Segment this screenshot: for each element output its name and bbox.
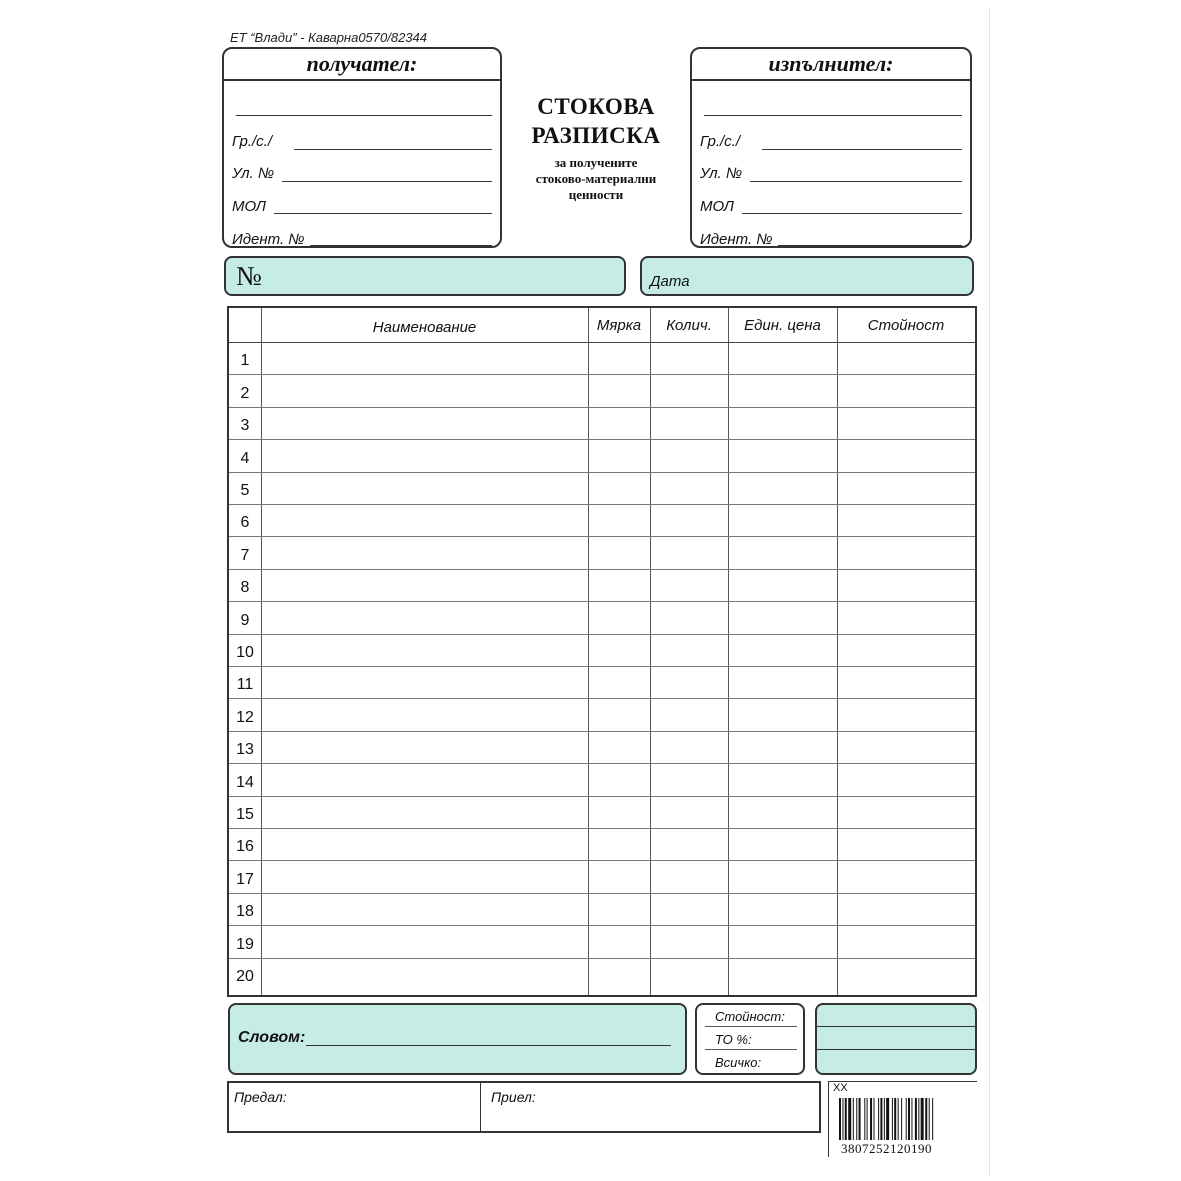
row-line bbox=[229, 472, 975, 473]
row-number: 11 bbox=[236, 676, 254, 694]
row-number: 14 bbox=[236, 773, 254, 791]
row-number: 18 bbox=[236, 903, 254, 921]
totals-values-box[interactable] bbox=[815, 1003, 977, 1075]
recipient-line-1[interactable] bbox=[236, 115, 492, 116]
col-header-unit: Мярка bbox=[596, 317, 642, 334]
recipient-box bbox=[222, 47, 502, 248]
in-words-label: Словом: bbox=[238, 1029, 306, 1046]
signatures-box bbox=[227, 1081, 821, 1133]
recipient-city-label: Гр./с./ bbox=[232, 133, 273, 150]
row-line bbox=[229, 601, 975, 602]
publisher-line: ЕТ “Влади” - Каварна0570/82344 bbox=[230, 30, 427, 45]
barcode-bar bbox=[906, 1098, 907, 1140]
row-line bbox=[229, 634, 975, 635]
row-number: 20 bbox=[236, 968, 254, 985]
barcode-bar bbox=[925, 1098, 927, 1140]
recipient-mol-label: МОЛ bbox=[232, 198, 266, 215]
recipient-street-label: Ул. № bbox=[232, 165, 275, 182]
row-line bbox=[229, 828, 975, 829]
barcode-bar bbox=[892, 1098, 893, 1140]
barcode-bar bbox=[918, 1098, 919, 1140]
barcode-bar bbox=[898, 1098, 899, 1140]
totals-line-2 bbox=[705, 1049, 797, 1050]
document-subtitle-line-2: стоково-материални bbox=[535, 171, 657, 186]
barcode-bar bbox=[878, 1098, 879, 1140]
row-number: 6 bbox=[240, 514, 250, 532]
barcode-bar bbox=[859, 1098, 861, 1140]
col-header-name: Наименование bbox=[372, 319, 477, 336]
contractor-mol-line[interactable] bbox=[742, 213, 962, 214]
col-header-qty: Колич. bbox=[666, 317, 712, 334]
recipient-id-label: Идент. № bbox=[232, 231, 305, 248]
barcode-image bbox=[839, 1098, 971, 1140]
row-number: 3 bbox=[240, 417, 250, 435]
totals-line-1 bbox=[705, 1026, 797, 1027]
handed-label: Предал: bbox=[234, 1089, 287, 1105]
contractor-title: изпълнител: bbox=[692, 49, 970, 81]
barcode-number: 3807252120190 bbox=[841, 1141, 932, 1156]
barcode-bar bbox=[839, 1098, 841, 1140]
row-line bbox=[229, 796, 975, 797]
recipient-mol-line[interactable] bbox=[274, 213, 492, 214]
row-number: 7 bbox=[240, 546, 250, 564]
col-header-value: Стойност bbox=[867, 317, 945, 334]
contractor-city-line[interactable] bbox=[762, 149, 962, 150]
contractor-street-label: Ул. № bbox=[700, 165, 743, 182]
contractor-street-line[interactable] bbox=[750, 181, 962, 182]
row-line bbox=[229, 504, 975, 505]
in-words-line[interactable] bbox=[306, 1045, 671, 1046]
row-line bbox=[229, 925, 975, 926]
totals-value-label: Стойност: bbox=[715, 1009, 785, 1024]
row-line bbox=[229, 893, 975, 894]
row-line bbox=[229, 958, 975, 959]
barcode-bar bbox=[908, 1098, 910, 1140]
totals-total-label: Всичко: bbox=[715, 1055, 762, 1070]
row-line bbox=[229, 763, 975, 764]
totals-labels-box bbox=[695, 1003, 805, 1075]
contractor-mol-label: МОЛ bbox=[700, 198, 734, 215]
barcode-bar bbox=[884, 1098, 885, 1140]
row-line bbox=[229, 698, 975, 699]
barcode-bar bbox=[880, 1098, 882, 1140]
document-subtitle-line-1: за получените bbox=[554, 155, 638, 170]
row-line bbox=[229, 374, 975, 375]
barcode-bar bbox=[874, 1098, 875, 1140]
contractor-city-label: Гр./с./ bbox=[700, 133, 741, 150]
in-words-field[interactable] bbox=[228, 1003, 687, 1075]
document-title-line-1: СТОКОВА bbox=[537, 94, 655, 119]
recipient-street-line[interactable] bbox=[282, 181, 492, 182]
recipient-city-line[interactable] bbox=[294, 149, 492, 150]
barcode-bar bbox=[911, 1098, 912, 1140]
barcode-bar bbox=[915, 1098, 917, 1140]
row-number: 8 bbox=[240, 579, 250, 597]
recipient-title: получател: bbox=[224, 49, 500, 81]
header-separator bbox=[229, 342, 975, 343]
barcode-bar bbox=[867, 1098, 868, 1140]
signatures-divider bbox=[480, 1083, 481, 1131]
row-line bbox=[229, 569, 975, 570]
row-line bbox=[229, 666, 975, 667]
row-number: 5 bbox=[240, 482, 250, 499]
row-number: 12 bbox=[236, 708, 254, 726]
contractor-box bbox=[690, 47, 972, 248]
barcode-bar bbox=[894, 1098, 896, 1140]
row-number: 2 bbox=[240, 384, 250, 402]
date-field[interactable] bbox=[640, 256, 974, 296]
barcode-bar bbox=[848, 1098, 851, 1140]
col-header-price: Един. цена bbox=[744, 317, 821, 334]
items-table bbox=[227, 306, 977, 997]
barcode-bar bbox=[901, 1098, 902, 1140]
number-field[interactable] bbox=[224, 256, 626, 296]
row-number: 4 bbox=[240, 449, 250, 467]
document-subtitle bbox=[496, 155, 696, 203]
barcode-bar bbox=[886, 1098, 889, 1140]
recipient-id-line[interactable] bbox=[310, 245, 492, 246]
received-label: Приел: bbox=[491, 1089, 536, 1105]
barcode-bar bbox=[921, 1098, 924, 1140]
contractor-id-line[interactable] bbox=[778, 245, 962, 246]
contractor-line-1[interactable] bbox=[704, 115, 962, 116]
number-label: № bbox=[236, 261, 262, 291]
date-label: Дата bbox=[650, 273, 690, 290]
totals-values-line-1 bbox=[817, 1026, 975, 1027]
row-line bbox=[229, 536, 975, 537]
totals-values-line-2 bbox=[817, 1049, 975, 1050]
contractor-id-label: Идент. № bbox=[700, 231, 773, 248]
row-number: 10 bbox=[236, 644, 254, 661]
row-number: 17 bbox=[236, 870, 254, 888]
barcode-area bbox=[828, 1081, 977, 1157]
row-number: 15 bbox=[236, 806, 254, 823]
row-number: 1 bbox=[240, 352, 250, 370]
barcode-bar bbox=[864, 1098, 865, 1140]
row-number: 9 bbox=[240, 611, 250, 629]
barcode-bar bbox=[853, 1098, 854, 1140]
row-line bbox=[229, 439, 975, 440]
barcode-bar bbox=[845, 1098, 847, 1140]
document-title bbox=[506, 92, 686, 150]
row-line bbox=[229, 860, 975, 861]
row-line bbox=[229, 731, 975, 732]
barcode-bar bbox=[929, 1098, 930, 1140]
row-number: 13 bbox=[236, 741, 254, 759]
barcode-bar bbox=[856, 1098, 857, 1140]
barcode-code: XX bbox=[833, 1082, 848, 1094]
row-number: 19 bbox=[236, 935, 254, 953]
row-line bbox=[229, 407, 975, 408]
barcode-bar bbox=[842, 1098, 843, 1140]
barcode-bar bbox=[932, 1098, 933, 1140]
document-title-line-2: РАЗПИСКА bbox=[531, 123, 661, 148]
totals-vat-label: ТО %: bbox=[715, 1032, 752, 1047]
barcode-bar bbox=[870, 1098, 872, 1140]
row-number: 16 bbox=[236, 838, 254, 856]
document-subtitle-line-3: ценности bbox=[568, 187, 624, 202]
